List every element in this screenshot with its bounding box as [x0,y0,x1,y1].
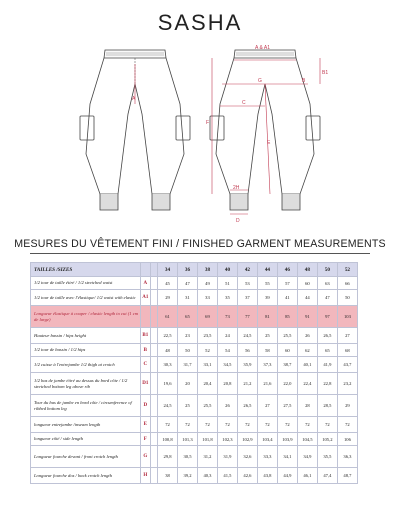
label-D: D [236,218,240,224]
label-E: E [267,140,271,146]
measurement-value: 48,7 [337,468,357,484]
measurement-value: 29 [337,395,357,417]
measurement-value: 105,2 [317,433,337,446]
measurement-value: 51 [217,277,237,290]
measurement-value: 66 [337,277,357,290]
measurement-value: 39,2 [177,468,197,484]
measurement-value: 50 [337,290,357,306]
measurement-value: 22,4 [297,373,317,395]
measurement-value: 25 [177,395,197,417]
table-row [31,395,358,417]
measurement-value: 40,1 [297,357,317,373]
measurement-code: A1 [141,290,151,306]
measurement-value: 38,7 [277,357,297,373]
measurement-value: 37 [237,290,257,306]
spacer-cell [150,468,157,484]
measurement-value: 36,3 [337,446,357,468]
measurement-value: 30,3 [158,357,178,373]
measurement-value: 69 [197,306,217,328]
measurement-value: 56 [237,344,257,357]
measurement-value: 35 [217,290,237,306]
measurement-value: 65 [177,306,197,328]
measurement-value: 22,0 [277,373,297,395]
measurement-value: 43,7 [337,357,357,373]
measurement-value: 103,4 [257,433,277,446]
measurement-value: 39 [257,290,277,306]
measurement-value: 25 [257,328,277,344]
measurement-value: 42,6 [237,468,257,484]
measurement-value: 20 [177,373,197,395]
measurement-value: 23 [177,328,197,344]
spacer-cell [150,290,157,306]
measurement-value: 30,5 [177,446,197,468]
measurement-value: 25,5 [277,328,297,344]
measurement-value: 48 [158,344,178,357]
label-G: G [258,78,262,84]
measurement-value: 72 [317,417,337,433]
spacer-cell [150,395,157,417]
measurement-value: 32,6 [237,446,257,468]
measurement-value: 47,4 [317,468,337,484]
measurement-value: 72 [277,417,297,433]
header-size: 52 [337,263,357,277]
measurement-value: 35,5 [317,446,337,468]
measurement-value: 41,9 [317,357,337,373]
front-view-drawing [210,50,320,210]
measurement-value: 72 [297,417,317,433]
measurement-label: 1/2 cuisse à l'entrejambe 1/2 thigh at crotch [31,357,141,373]
table-row [31,373,358,395]
measurement-value: 27 [257,395,277,417]
measurement-value: 33,3 [257,446,277,468]
measurement-label: longueur côté / side length [31,433,141,446]
measurement-label: longueur entrejambe /inseam length [31,417,141,433]
measurement-value: 77 [237,306,257,328]
measurement-value: 46,1 [297,468,317,484]
spacer-cell [150,357,157,373]
measurement-value: 63 [317,277,337,290]
measurement-value: 97 [317,306,337,328]
measurement-value: 100,8 [158,433,178,446]
measurement-value: 62 [297,344,317,357]
spacer-cell [150,417,157,433]
measurement-label: Hauteur bassin / hips height [31,328,141,344]
measurement-value: 22,5 [158,328,178,344]
measurement-value: 21,6 [257,373,277,395]
table-row [31,433,358,446]
measurement-label: 1/2 tour de bassin / 1/2 hips [31,344,141,357]
measurement-value: 72 [257,417,277,433]
measurement-value: 72 [197,417,217,433]
measurement-label: 1/2 tour de taille avec l'élastique/ 1/2 waist with elastic [31,290,141,306]
measurement-code [141,306,151,328]
measurement-value: 44 [297,290,317,306]
header-size: 36 [177,263,197,277]
table-row [31,417,358,433]
measurement-value: 47 [177,277,197,290]
measurement-value: 26 [297,328,317,344]
measurement-value: 20,8 [217,373,237,395]
measurement-value: 28 [297,395,317,417]
measurement-value: 27,5 [277,395,297,417]
measurement-value: 22,8 [317,373,337,395]
brand-title: SASHA [157,10,243,35]
measurement-value: 61 [158,306,178,328]
table-header-row [31,263,358,277]
table-row [31,328,358,344]
measurement-label: 1/2 bas de jambe étiré au dessus du bord côte / 1/2 stretched bottom leg above rib [31,373,141,395]
spacer-cell [150,277,157,290]
measurement-value: 31 [177,290,197,306]
measurement-value: 52 [197,344,217,357]
measurement-value: 50 [177,344,197,357]
measurement-value: 23,5 [197,328,217,344]
measurement-value: 72 [237,417,257,433]
measurement-value: 72 [158,417,178,433]
spacer-cell [150,306,157,328]
measurement-value: 26,5 [317,328,337,344]
label-A-back: A [132,96,136,102]
table-row [31,357,358,373]
measurement-value: 101,8 [197,433,217,446]
measurement-value: 45 [158,277,178,290]
measurement-value: 31,9 [217,446,237,468]
header-size: 42 [237,263,257,277]
spacer-cell [150,446,157,468]
measurement-code: A [141,277,151,290]
measurement-value: 27 [337,328,357,344]
measurement-value: 91 [297,306,317,328]
measurement-code: B1 [141,328,151,344]
measurement-value: 20,4 [197,373,217,395]
measurement-value: 29 [158,290,178,306]
table-row [31,290,358,306]
measurement-value: 23,2 [337,373,357,395]
header-code [141,263,151,277]
header-spacer [150,263,157,277]
measurement-value: 24 [217,328,237,344]
measurement-value: 38 [158,468,178,484]
measurement-label: 1/2 tour de taille étiré / 1/2 stretched waist [31,277,141,290]
measurement-label: Longueur fourche devant / front crotch length [31,446,141,468]
header-sizes-label: TAILLES /SIZES [31,263,141,277]
measurement-value: 21,2 [237,373,257,395]
measurement-value: 102,9 [237,433,257,446]
measurement-code: D1 [141,373,151,395]
spacer-cell [150,344,157,357]
measurement-value: 31,2 [197,446,217,468]
measurement-code: B [141,344,151,357]
header-size: 38 [197,263,217,277]
garment-technical-sketch [70,44,350,230]
section-subtitle: MESURES DU VÊTEMENT FINI / FINISHED GARMENT MEASUREMENTS [14,238,386,250]
measurements-table [30,262,358,484]
measurement-value: 19,6 [158,373,178,395]
measurement-value: 34,5 [217,357,237,373]
measurement-value: 73 [217,306,237,328]
measurement-value: 53 [237,277,257,290]
measurement-value: 28,5 [317,395,337,417]
measurement-value: 43,8 [257,468,277,484]
header-size: 48 [297,263,317,277]
measurement-value: 54 [217,344,237,357]
measurement-value: 26 [217,395,237,417]
header-size: 50 [317,263,337,277]
measurement-value: 85 [277,306,297,328]
measurement-code: D [141,395,151,417]
measurement-value: 24,5 [237,328,257,344]
measurement-code: H [141,468,151,484]
measurement-value: 60 [277,344,297,357]
measurement-value: 33,1 [197,357,217,373]
measurement-value: 81 [257,306,277,328]
measurement-value: 103 [337,306,357,328]
measurement-value: 65 [317,344,337,357]
measurement-value: 29,8 [158,446,178,468]
measurement-value: 104,5 [297,433,317,446]
table-row [31,446,358,468]
measurement-value: 103,9 [277,433,297,446]
measurement-value: 72 [177,417,197,433]
measurement-code: C [141,357,151,373]
measurement-value: 106 [337,433,357,446]
measurement-value: 41 [277,290,297,306]
measurement-value: 24,5 [158,395,178,417]
measurement-label: Longueur élastique à couper / elastic length to cut (1 cm de large) [31,306,141,328]
measurement-value: 47 [317,290,337,306]
spacer-cell [150,433,157,446]
measurement-value: 44,9 [277,468,297,484]
label-B: B [302,78,306,84]
measurement-value: 34,9 [297,446,317,468]
header-size: 40 [217,263,237,277]
measurement-value: 26,5 [237,395,257,417]
measurement-value: 102,3 [217,433,237,446]
measurement-value: 35,9 [237,357,257,373]
label-2H: 2H [233,185,240,191]
spacer-cell [150,328,157,344]
measurement-value: 57 [277,277,297,290]
label-C: C [242,100,246,106]
table-row [31,306,358,328]
table-row [31,344,358,357]
divider [30,253,370,254]
measurement-value: 68 [337,344,357,357]
measurement-label: Tour du bas de jambe en bord côte / circumference of ribbed bottom leg [31,395,141,417]
label-F: F [206,120,210,126]
header-size: 46 [277,263,297,277]
measurement-value: 55 [257,277,277,290]
measurement-label: Longueur fourche dos / back crotch length [31,468,141,484]
measurement-value: 41,5 [217,468,237,484]
measurement-value: 25,5 [197,395,217,417]
measurement-code: F [141,433,151,446]
measurement-value: 49 [197,277,217,290]
header-size: 44 [257,263,277,277]
measurement-value: 37,3 [257,357,277,373]
measurement-value: 40,3 [197,468,217,484]
measure-lines [135,58,320,214]
table-body [31,277,358,484]
table-row [31,468,358,484]
measurement-value: 72 [337,417,357,433]
table-row [31,277,358,290]
measurement-value: 58 [257,344,277,357]
measurement-value: 33 [197,290,217,306]
measurement-code: E [141,417,151,433]
measurement-value: 31,7 [177,357,197,373]
label-B1: B1 [322,70,329,76]
measurement-value: 72 [217,417,237,433]
measurement-value: 60 [297,277,317,290]
measurement-value: 34,1 [277,446,297,468]
header-size: 34 [158,263,178,277]
measurement-value: 101,3 [177,433,197,446]
measurement-code: G [141,446,151,468]
spacer-cell [150,373,157,395]
label-AA1: A & A1 [255,45,271,51]
